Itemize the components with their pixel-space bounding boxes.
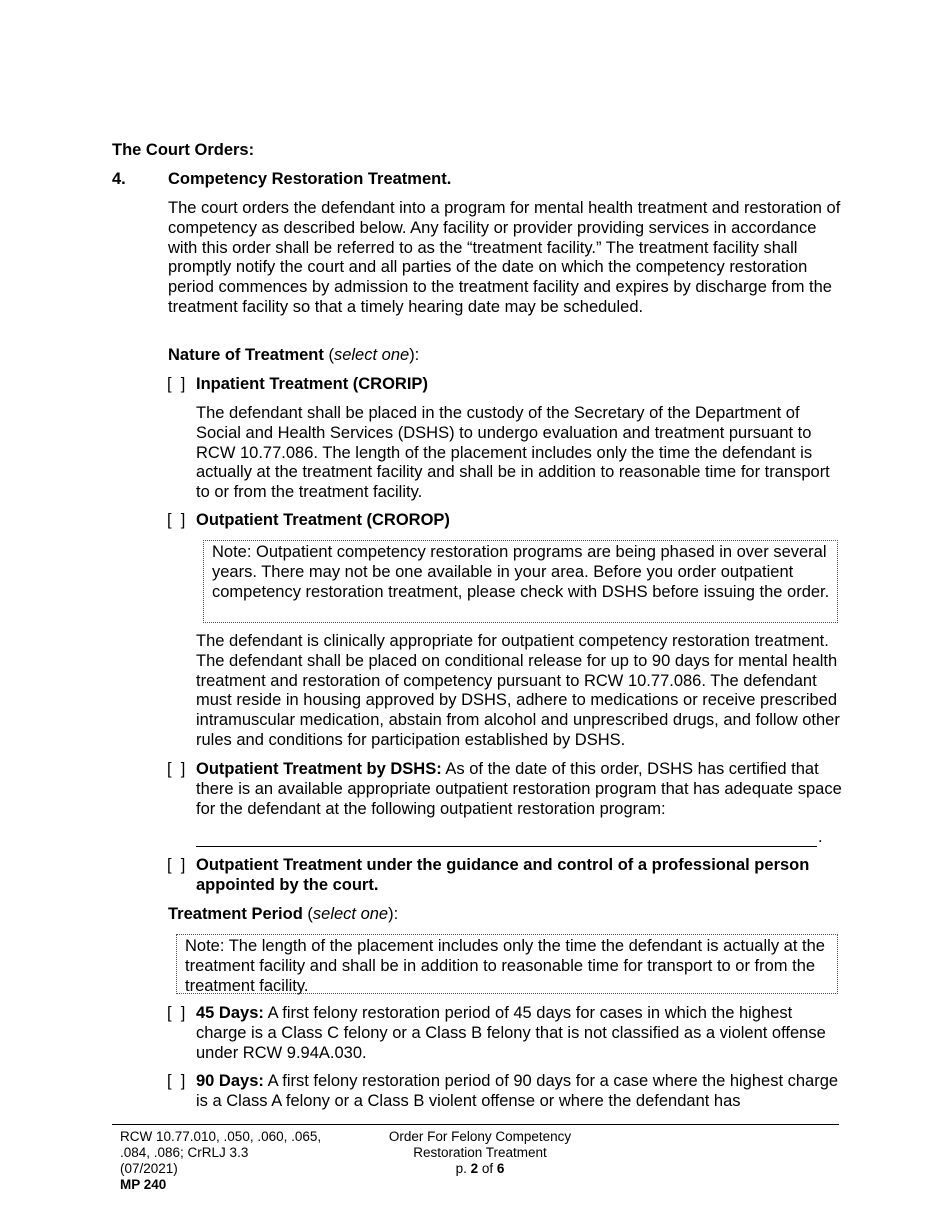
45-days-option: 45 Days: A first felony restoration period of 45 days for cases in which the highest charge is a Class C felony or a Class B felony that is not classified as a violent offense under RCW 9.94A.030. bbox=[196, 1004, 826, 1062]
footer-title-line1: Order For Felony Competency bbox=[388, 1129, 572, 1144]
outpatient-title: Outpatient Treatment (CROROP) bbox=[196, 511, 450, 529]
program-name-line[interactable] bbox=[196, 846, 817, 847]
footer-rcw-line2: .084, .086; CrRLJ 3.3 bbox=[120, 1145, 249, 1160]
footer-date: (07/2021) bbox=[120, 1161, 178, 1176]
outpatient-note: Note: Outpatient competency restoration programs are being phased in over several years. There may not be one available in your area. Before you order outpatient competency restoration treatment, please check with DSHS before issuing the order. bbox=[212, 543, 830, 601]
period-note: Note: The length of the placement includes only the time the defendant is actually at the treatment facility and shall be in addition to reasonable time for transport to or from the treatment facility. bbox=[185, 937, 825, 995]
footer-page-number: p. 2 of 6 bbox=[455, 1161, 505, 1176]
treatment-period-heading: Treatment Period (select one): bbox=[168, 905, 399, 923]
outpatient-note-box bbox=[203, 540, 838, 623]
footer-statute bbox=[120, 1129, 321, 1193]
footer-rcw-line1: RCW 10.77.010, .050, .060, .065, bbox=[120, 1129, 322, 1144]
section-number: 4. bbox=[112, 170, 126, 188]
court-orders-heading: The Court Orders: bbox=[112, 141, 255, 159]
program-line-period: . bbox=[818, 828, 823, 846]
45-days-checkbox[interactable]: [ ] bbox=[167, 1004, 186, 1022]
footer-title bbox=[370, 1129, 590, 1177]
90-days-option: 90 Days: A first felony restoration period of 90 days for a case where the highest charge is a Class A felony or a Class B violent offense or where the defendant has bbox=[196, 1072, 839, 1110]
professional-option: Outpatient Treatment under the guidance and control of a professional person appointed by the court. bbox=[196, 856, 810, 894]
period-note-box bbox=[176, 934, 838, 994]
90-days-checkbox[interactable]: [ ] bbox=[167, 1072, 186, 1090]
inpatient-title: Inpatient Treatment (CRORIP) bbox=[196, 375, 428, 393]
footer-form-number: MP 240 bbox=[120, 1177, 167, 1192]
footer-title-line2: Restoration Treatment bbox=[413, 1145, 547, 1160]
inpatient-checkbox[interactable]: [ ] bbox=[167, 375, 186, 393]
inpatient-body: The defendant shall be placed in the custody of the Secretary of the Department of Social and Health Services (DSHS) to undergo evaluation and treatment pursuant to RCW 10.77.086. The length of the placement includes only the time the defendant is actually at the treatment facility and shall be in addition to reasonable time for transport to or from the treatment facility. bbox=[196, 404, 830, 502]
section-intro: The court orders the defendant into a program for mental health treatment and restoration of competency as described below. Any facility or provider providing services in accordance with this order shall be referred to as the “treatment facility.” The treatment facility shall promptly notify the court and all parties of the date on which the competency restoration period commences by admission to the treatment facility and expires by discharge from the treatment facility so that a timely hearing date may be scheduled. bbox=[168, 199, 841, 316]
outpatient-checkbox[interactable]: [ ] bbox=[167, 511, 186, 529]
dshs-checkbox[interactable]: [ ] bbox=[167, 760, 186, 778]
professional-checkbox[interactable]: [ ] bbox=[167, 856, 186, 874]
nature-of-treatment-heading: Nature of Treatment (select one): bbox=[168, 346, 420, 364]
outpatient-body: The defendant is clinically appropriate for outpatient competency restoration treatment. The defendant shall be placed on conditional release for up to 90 days for mental health treatment and restoration of competency pursuant to RCW 10.77.086. The defendant must reside in housing approved by DSHS, adhere to medications or receive prescribed intramuscular medication, abstain from alcohol and unprescribed drugs, and follow other rules and conditions for participation established by DSHS. bbox=[196, 632, 840, 749]
footer-rule bbox=[112, 1124, 839, 1125]
section-title: Competency Restoration Treatment. bbox=[168, 170, 452, 188]
dshs-option: Outpatient Treatment by DSHS: As of the date of this order, DSHS has certified that there is an available appropriate outpatient restoration program that has adequate space for the defendant at the following outpatient restoration program: bbox=[196, 760, 842, 818]
